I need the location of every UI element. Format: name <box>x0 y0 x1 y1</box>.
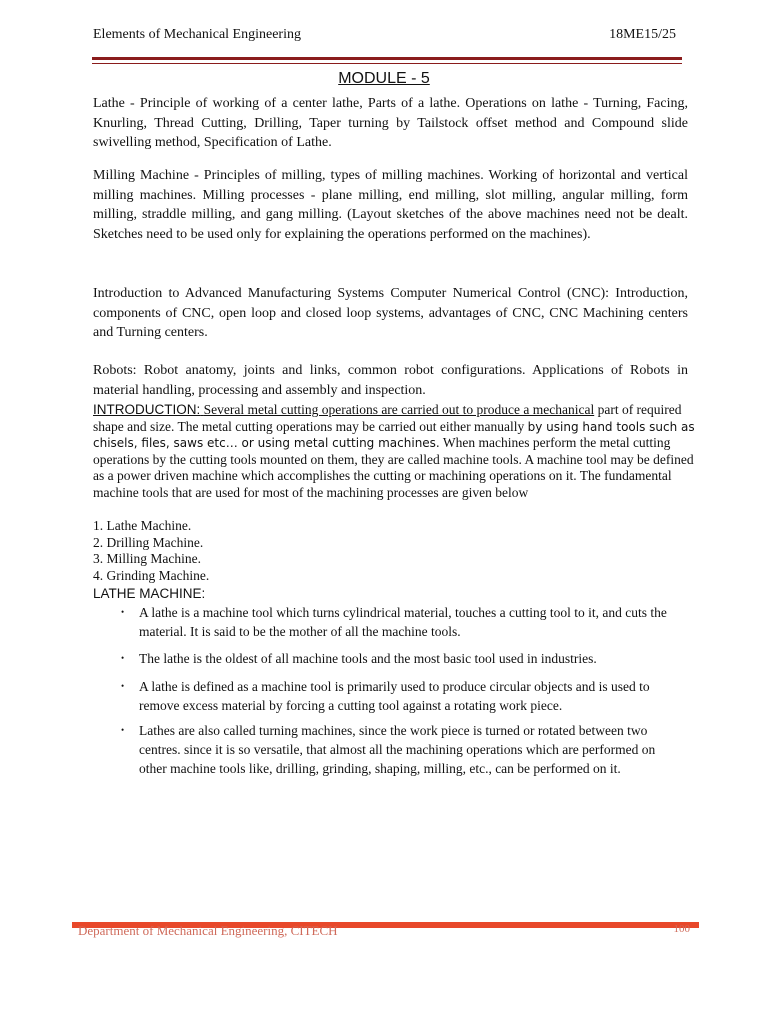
bullet-text: Lathes are also called turning machines, since the work piece is turned or rotated between two centres. since it is so versatile, that almost all the machining operations which are performed on other machine tools like, drilling, grinding, shaping, milling, etc., can be performed on it. <box>139 723 656 776</box>
header-title: Elements of Mechanical Engineering <box>93 27 301 42</box>
bullet-item <box>121 677 676 715</box>
list-item: 2. Drilling Machine. <box>93 534 204 550</box>
machine-list <box>93 518 209 584</box>
module-title: MODULE - 5 <box>338 70 430 87</box>
bullet-icon: • <box>121 653 125 663</box>
bullet-item <box>121 603 676 641</box>
bullet-icon: • <box>121 681 125 691</box>
introduction-text-1: Several metal cutting operations are carried out to produce a mechanical <box>203 402 595 417</box>
footer-department: Department of Mechanical Engineering, CITECH <box>78 923 338 938</box>
bullet-item <box>121 649 676 668</box>
bullet-item <box>121 721 676 778</box>
list-item: 3. Milling Machine. <box>93 551 201 566</box>
introduction-paragraph <box>93 402 696 501</box>
bullet-text: A lathe is defined as a machine tool is primarily used to produce circular objects and is used to remove excess material by forcing a cutting tool against a rotating work piece. <box>139 679 650 713</box>
introduction-text-3: by using hand tools such as chisels, files, saws etc… or using metal cutting machines. <box>93 419 695 450</box>
lathe-machine-heading: LATHE MACHINE: <box>93 586 206 601</box>
bullet-text: A lathe is a machine tool which turns cylindrical material, touches a cutting tool to it, and cuts the material. It is said to be the mother of all the machine tools. <box>139 605 667 639</box>
list-item: 1. Lathe Machine. <box>93 518 192 533</box>
header-code: 18ME15/25 <box>609 27 676 42</box>
list-item: 4. Grinding Machine. <box>93 567 210 583</box>
syllabus-milling: Milling Machine - Principles of milling, types of milling machines. Working of horizontal and vertical milling machines. Milling processes - plane milling, end milling, slot milling, angular milling, form milling, straddle milling, and gang milling. (Layout sketches of the above machines need not be dealt. Sketches need to be used only for explaining the operations performed on the machines). <box>93 168 688 242</box>
page-title <box>0 70 768 88</box>
syllabus-lathe: Lathe - Principle of working of a center lathe, Parts of a lathe. Operations on lathe - Turning, Facing, Knurling, Thread Cutting, Drilling, Taper turning by Tailstock offset method and Compound slide swivelling method, Specification of Lathe. <box>93 96 688 150</box>
bullet-icon: • <box>121 725 125 735</box>
bullet-icon: • <box>121 607 125 617</box>
introduction-text-4: When machines perform the metal cutting operations by the cutting tools mounted on them, they are called machine tools. A machine tool may be defined as a power driven machine which accomplishes the cutting or machining operations on it. The fundamental machine tools that are used for most of the machining processes are given below <box>93 435 694 500</box>
header-rule-thin <box>92 63 682 64</box>
bullet-text: The lathe is the oldest of all machine tools and the most basic tool used in industries. <box>139 651 597 666</box>
introduction-label: INTRODUCTION: <box>93 402 201 417</box>
syllabus-cnc: Introduction to Advanced Manufacturing Systems Computer Numerical Control (CNC): Introduction, components of CNC, open loop and closed loop systems, advantages of CNC, CNC Machining centers and Turning centers. <box>93 286 688 340</box>
syllabus-robots: Robots: Robot anatomy, joints and links, common robot configurations. Applications of Robots in material handling, processing and assembly and inspection. <box>93 363 688 398</box>
header-rule <box>92 57 682 60</box>
introduction-text-2: part of required shape and size. The metal cutting operations may be carried out either manually <box>93 402 682 434</box>
footer-page-number: 100 <box>673 923 690 935</box>
